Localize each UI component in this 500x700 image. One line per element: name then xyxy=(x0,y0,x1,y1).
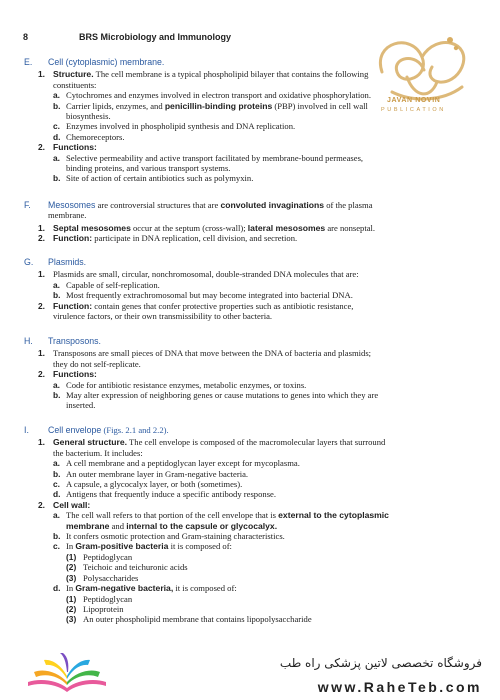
list-item xyxy=(24,69,480,90)
list-item xyxy=(24,390,480,411)
item-number: a. xyxy=(53,152,60,163)
item-text: Peptidoglycan xyxy=(83,551,133,562)
section-title: Mesosomes xyxy=(48,200,96,210)
section-letter: E. xyxy=(24,57,33,67)
item-text: Carrier lipids, enzymes, and xyxy=(66,100,165,111)
item-text: The cell envelope is composed of the macromolecular layers that surround xyxy=(127,437,386,448)
list-item xyxy=(24,369,480,379)
item-text: the bacterium. It includes: xyxy=(53,447,143,458)
section-title: Transposons. xyxy=(48,336,101,346)
item-text: A capsule, a glycocalyx layer, or both (sometimes). xyxy=(66,479,243,490)
list-item xyxy=(24,583,480,593)
item-text: biosynthesis. xyxy=(66,111,111,122)
item-text: they do not self-replicate. xyxy=(53,358,141,369)
item-text: it is composed of: xyxy=(168,541,232,552)
item-label: Structure. xyxy=(53,69,94,80)
item-text: In xyxy=(66,583,76,594)
item-text: A cell membrane and a peptidoglycan layer except for mycoplasma. xyxy=(66,458,300,469)
item-number: 1. xyxy=(38,437,45,448)
list-item xyxy=(24,489,480,499)
item-text: contain genes that confer protective properties such as antibiotic resistance, xyxy=(92,300,354,311)
list-item xyxy=(24,301,480,322)
item-text: It confers osmotic protection and Gram-staining characteristics. xyxy=(66,531,285,542)
figure-reference: (Figs. 2.1 and 2.2). xyxy=(101,425,169,435)
item-number: a. xyxy=(53,90,60,101)
item-text: An outer membrane layer in Gram-negative bacteria. xyxy=(66,468,249,479)
list-item xyxy=(24,348,480,369)
footer-store-name: فروشگاه تخصصی لاتین پزشکی راه طب xyxy=(279,656,482,670)
list-item xyxy=(24,594,480,604)
list-item xyxy=(24,233,480,243)
item-bold-text: internal to the capsule or glycocalyx. xyxy=(126,520,278,531)
list-item xyxy=(24,510,480,531)
item-number: c. xyxy=(53,541,60,552)
item-text: Lipoprotein xyxy=(83,603,124,614)
item-number: (2) xyxy=(66,603,77,614)
section-letter: F. xyxy=(24,200,31,210)
list-item xyxy=(24,469,480,479)
item-number: 2. xyxy=(38,369,45,380)
item-bold-text: membrane xyxy=(66,520,110,531)
item-text: and xyxy=(109,520,127,531)
item-number: d. xyxy=(53,131,61,142)
item-text: The cell membrane is a typical phospholipid bilayer that contains the following xyxy=(93,69,369,80)
item-label: Septal mesosomes xyxy=(53,222,131,233)
item-label: lateral mesosomes xyxy=(247,222,326,233)
item-text: membrane. xyxy=(48,210,87,221)
item-text: of the plasma xyxy=(324,200,373,210)
list-item xyxy=(24,541,480,551)
item-number: 2. xyxy=(38,233,45,244)
item-text: In xyxy=(66,541,76,552)
item-label: Cell wall: xyxy=(53,499,91,510)
item-text: Transposons are small pieces of DNA that move between the DNA of bacteria and plasmids; xyxy=(53,348,372,359)
item-text: Teichoic and teichuronic acids xyxy=(83,562,188,573)
item-label: Function: xyxy=(53,233,93,244)
item-number: b. xyxy=(53,290,61,301)
item-text: binding proteins, and various transport systems. xyxy=(66,163,231,174)
item-label: Functions: xyxy=(53,142,97,153)
list-item xyxy=(24,604,480,614)
list-item xyxy=(24,121,480,131)
item-number: b. xyxy=(53,390,61,401)
item-text: Selective permeability and active transport facilitated by membrane-bound permeases, xyxy=(66,152,364,163)
list-item xyxy=(24,269,480,279)
item-text: occur at the septum (cross-wall); xyxy=(130,222,248,233)
list-item xyxy=(24,562,480,572)
list-item xyxy=(24,531,480,541)
item-number: (1) xyxy=(66,593,77,604)
section-letter: H. xyxy=(24,336,33,346)
item-text: (PBP) involved in cell wall xyxy=(272,100,368,111)
item-number: 1. xyxy=(38,348,45,359)
item-text: Cytochromes and enzymes involved in electron transport and oxidative phosphorylation. xyxy=(66,90,372,101)
item-bold-text: external to the cytoplasmic xyxy=(278,510,389,521)
item-text: Chemoreceptors. xyxy=(66,131,125,142)
list-item xyxy=(24,101,480,122)
watermark-subtitle: PUBLICATION xyxy=(381,107,446,113)
item-number: (1) xyxy=(66,551,77,562)
section-title: Cell (cytoplasmic) membrane. xyxy=(48,57,165,67)
item-text: Plasmids are small, circular, nonchromosomal, double-stranded DNA molecules that are: xyxy=(53,269,359,280)
list-item xyxy=(24,458,480,468)
list-item xyxy=(24,573,480,583)
item-text: Polysaccharides xyxy=(83,572,139,583)
item-number: a. xyxy=(53,510,60,521)
list-item xyxy=(24,153,480,174)
item-number: a. xyxy=(53,379,60,390)
item-text: An outer phospholipid membrane that contains lipopolysaccharide xyxy=(83,614,312,625)
item-number: d. xyxy=(53,489,61,500)
section-g xyxy=(24,257,480,321)
item-text: Site of action of certain antibiotics such as polymyxin. xyxy=(66,173,254,184)
item-number: 1. xyxy=(38,69,45,80)
item-number: 2. xyxy=(38,142,45,153)
section-f xyxy=(24,200,480,244)
section-title: Plasmids. xyxy=(48,257,87,267)
item-number: (2) xyxy=(66,562,77,573)
item-number: (3) xyxy=(66,572,77,583)
list-item xyxy=(24,132,480,142)
section-e xyxy=(24,57,480,184)
item-text: Antigens that frequently induce a specific antibody response. xyxy=(66,489,277,500)
item-number: b. xyxy=(53,531,61,542)
section-letter: I. xyxy=(24,425,29,435)
item-text: virulence factors, or their own transmissibility to other bacteria. xyxy=(53,311,273,322)
item-number: (3) xyxy=(66,614,77,625)
book-logo-icon xyxy=(22,652,112,692)
item-text: The cell wall refers to that portion of the cell envelope that is xyxy=(66,510,279,521)
section-letter: G. xyxy=(24,257,34,267)
section-i xyxy=(24,425,480,625)
item-number: 2. xyxy=(38,499,45,510)
item-bold-text: Gram-negative bacteria, xyxy=(75,583,174,594)
list-item xyxy=(24,90,480,100)
item-number: c. xyxy=(53,121,60,132)
footer-url[interactable]: www.RaheTeb.com xyxy=(317,679,482,695)
item-label: Functions: xyxy=(53,369,97,380)
item-text: Most frequently extrachromosomal but may become integrated into bacterial DNA. xyxy=(66,290,353,301)
list-item xyxy=(24,173,480,183)
item-number: 1. xyxy=(38,222,45,233)
list-item xyxy=(24,290,480,300)
list-item xyxy=(24,280,480,290)
section-h xyxy=(24,336,480,411)
list-item xyxy=(24,142,480,152)
item-text: constituents: xyxy=(53,79,97,90)
item-text: Enzymes involved in phospholipid synthesis and DNA replication. xyxy=(66,121,296,132)
running-header: BRS Microbiology and Immunology xyxy=(79,32,232,42)
item-number: 2. xyxy=(38,300,45,311)
item-text: inserted. xyxy=(66,400,96,411)
item-number: a. xyxy=(53,458,60,469)
watermark-name: JAVAN NOVIN xyxy=(387,97,441,104)
list-item xyxy=(24,437,480,458)
item-bold-text: Gram-positive bacteria xyxy=(75,541,169,552)
item-text: it is composed of: xyxy=(173,583,237,594)
item-number: b. xyxy=(53,468,61,479)
item-number: 1. xyxy=(38,269,45,280)
item-label: General structure. xyxy=(53,437,128,448)
list-item xyxy=(24,223,480,233)
item-text: are nonseptal. xyxy=(325,222,376,233)
item-number: b. xyxy=(53,100,61,111)
item-text: participate in DNA replication, cell division, and secretion. xyxy=(92,233,298,244)
list-item xyxy=(24,479,480,489)
list-item xyxy=(24,500,480,510)
item-number: a. xyxy=(53,279,60,290)
list-item xyxy=(24,380,480,390)
item-text: are controversial structures that are xyxy=(95,200,221,210)
item-label: Function: xyxy=(53,300,93,311)
item-number: b. xyxy=(53,173,61,184)
item-number: c. xyxy=(53,479,60,490)
item-number: d. xyxy=(53,583,61,594)
page-number: 8 xyxy=(23,32,29,42)
item-text: May alter expression of neighboring genes or cause mutations to genes into which they are xyxy=(66,390,379,401)
item-bold-text: convoluted invaginations xyxy=(220,200,325,210)
list-item xyxy=(24,552,480,562)
list-item xyxy=(24,614,480,624)
item-text: Peptidoglycan xyxy=(83,593,133,604)
item-text: Capable of self-replication. xyxy=(66,279,160,290)
item-text: Code for antibiotic resistance enzymes, metabolic enzymes, or toxins. xyxy=(66,379,307,390)
item-bold-text: penicillin-binding proteins xyxy=(164,100,273,111)
section-title: Cell envelope xyxy=(48,425,102,435)
